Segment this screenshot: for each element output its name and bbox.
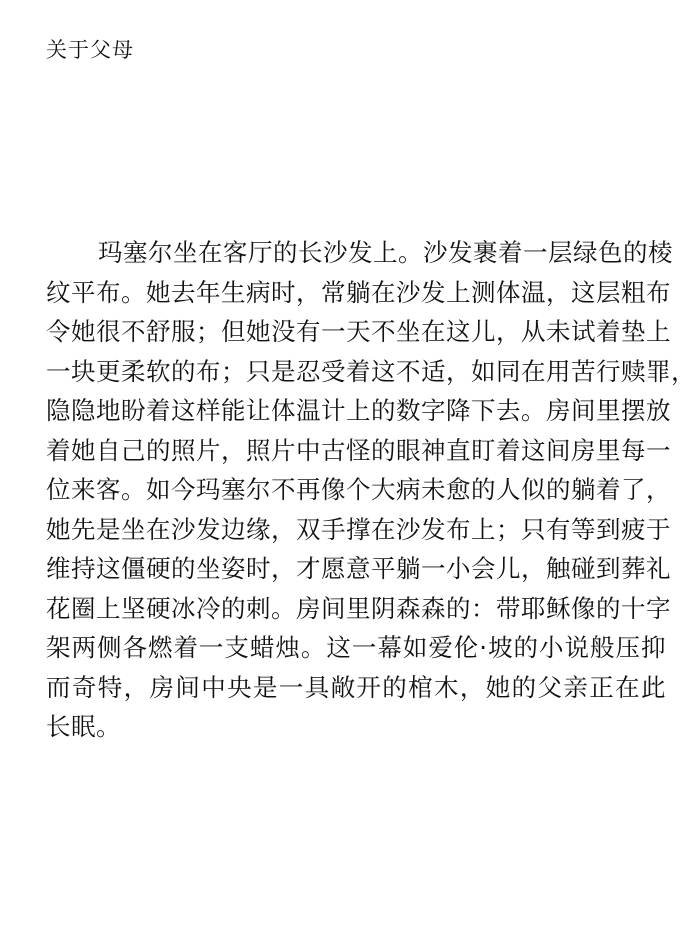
paragraph-line: 位来客。如今玛塞尔不再像个大病未愈的人似的躺着了，: [46, 475, 671, 504]
paragraph-line: 长眠。: [46, 712, 121, 741]
running-head: 关于父母: [46, 38, 134, 62]
paragraph-line: 架两侧各燃着一支蜡烛。这一幕如爱伦·坡的小说般压抑: [46, 633, 666, 662]
paragraph-line: 纹平布。她去年生病时，常躺在沙发上测体温，这层粗布: [46, 277, 671, 307]
paragraph-line: 玛塞尔坐在客厅的长沙发上。沙发裹着一层绿色的棱: [98, 238, 673, 267]
paragraph-line: 花圈上坚硬冰冷的刺。房间里阴森森的：带耶稣像的十字: [46, 593, 671, 623]
paragraph-line: 着她自己的照片，照片中古怪的眼神直盯着这间房里每一: [46, 435, 671, 465]
paragraph-line: 一块更柔软的布；只是忍受着这不适，如同在用苦行赎罪，: [46, 356, 696, 386]
body-paragraph: [46, 233, 696, 747]
paragraph-line: 她先是坐在沙发边缘，双手撑在沙发布上；只有等到疲于: [46, 514, 671, 544]
paragraph-line: 而奇特，房间中央是一具敞开的棺木，她的父亲正在此: [46, 672, 666, 702]
paragraph-line: 隐隐地盼着这样能让体温计上的数字降下去。房间里摆放: [46, 396, 671, 425]
paragraph-line: 维持这僵硬的坐姿时，才愿意平躺一小会儿，触碰到葬礼: [46, 554, 671, 583]
paragraph-line: 令她很不舒服；但她没有一天不坐在这儿，从未试着垫上: [46, 317, 671, 346]
